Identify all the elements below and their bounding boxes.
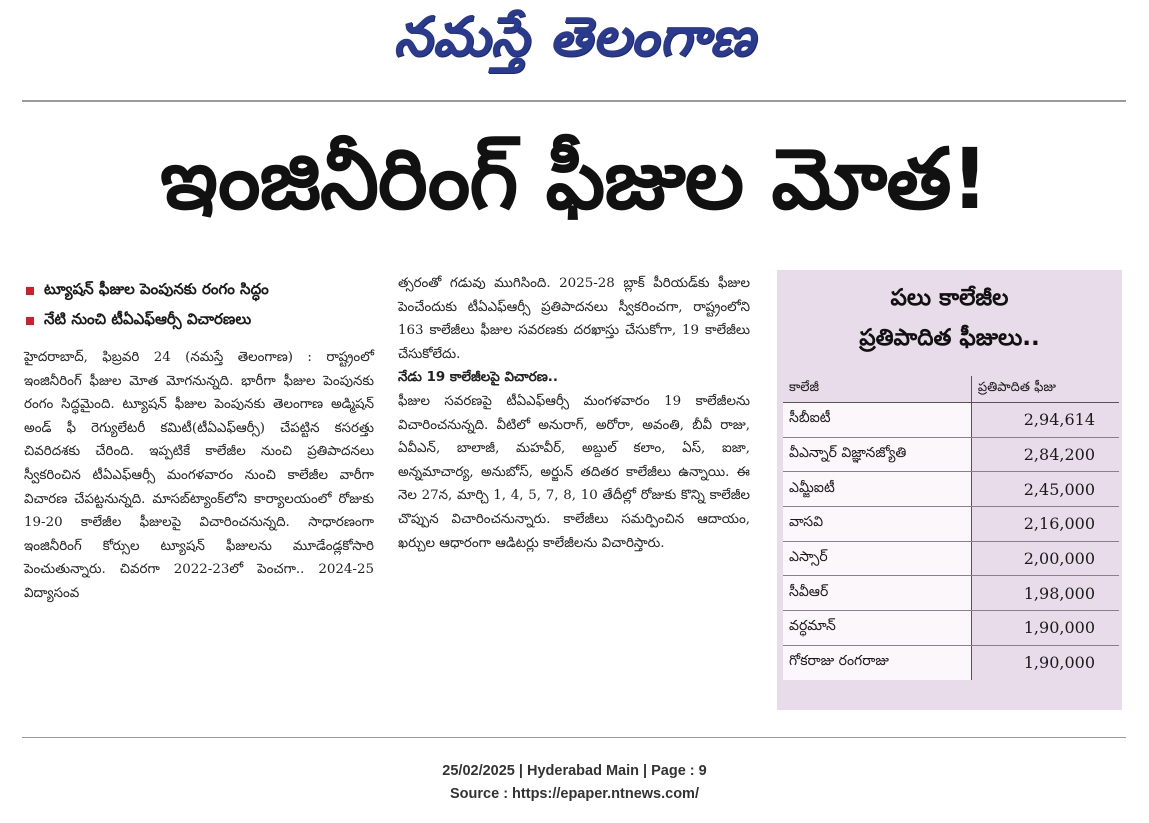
table-header-row: [783, 376, 1119, 403]
bottom-divider: [22, 737, 1126, 738]
fee-cell: 2,16,000: [971, 507, 1119, 542]
sidebar-title-line: ప్రతిపాదిత ఫీజులు..: [859, 325, 1040, 351]
column-header-fee: ప్రతిపాదిత ఫీజు: [971, 376, 1119, 403]
table-row: [783, 403, 1119, 438]
column-header-college: కాలేజీ: [783, 376, 971, 403]
footer-edition-info: 25/02/2025 | Hyderabad Main | Page : 9: [442, 763, 707, 779]
table-row: [783, 611, 1119, 646]
table-row: [783, 472, 1119, 507]
headline: [22, 118, 1126, 260]
table-row: [783, 576, 1119, 611]
college-cell: ఎస్సార్: [783, 541, 971, 576]
footer: [0, 760, 1149, 806]
college-cell: వీఎన్నార్ విజ్ఞానజ్యోతి: [783, 437, 971, 472]
square-bullet-icon: [26, 287, 34, 295]
college-cell: సీవీఆర్: [783, 576, 971, 611]
subhead-text: ట్యూషన్ ఫీజుల పెంపునకు రంగం సిద్ధం: [44, 280, 269, 298]
subheads: [26, 276, 376, 336]
article-column-2: [398, 272, 750, 555]
college-cell: వాసవి: [783, 507, 971, 542]
subhead-text: నేటి నుంచి టీఏఎఫ్‌ఆర్సీ విచారణలు: [44, 310, 252, 328]
square-bullet-icon: [26, 317, 34, 325]
top-divider: [22, 100, 1126, 102]
masthead: [0, 0, 1149, 86]
fee-cell: 1,98,000: [971, 576, 1119, 611]
table-row: [783, 645, 1119, 679]
college-cell: వర్ధమాన్: [783, 611, 971, 646]
fee-cell: 2,94,614: [971, 403, 1119, 438]
fee-cell: 1,90,000: [971, 611, 1119, 646]
fee-cell: 2,84,200: [971, 437, 1119, 472]
college-cell: గోకరాజు రంగరాజు: [783, 645, 971, 679]
headline-text: ఇంజినీరింగ్ ఫీజుల మోత!: [160, 129, 988, 228]
table-row: [783, 437, 1119, 472]
footer-source-link[interactable]: Source : https://epaper.ntnews.com/: [450, 786, 699, 802]
fee-table: [783, 376, 1119, 680]
college-cell: సీబీఐటీ: [783, 403, 971, 438]
article-column-1: [24, 346, 374, 606]
fee-cell: 2,00,000: [971, 541, 1119, 576]
masthead-logo-text: నమస్తే తెలంగాణ: [393, 4, 756, 68]
article-paragraph: హైదరాబాద్, ఫిబ్రవరి 24 (నమస్తే తెలంగాణ) : రాష్ట్రంలో ఇంజినీరింగ్ ఫీజుల మోత మోగనున్నది. భారీగా ఫీజుల పెంపునకు రంగం సిద్ధమైంది. ట్యూషన్ ఫీజుల పెంపునకు తెలంగాణ అడ్మిషన్ అండ్ ఫీ రెగ్యులేటరీ కమిటీ(టీఏఎఫ్‌ఆర్సీ) చేపట్టిన కసరత్తు చివరిదశకు చేరింది. ఇప్పటికే కాలేజీల నుంచి ప్రతిపాదనలు స్వీకరించిన టీఏఎఫ్‌ఆర్సీ మంగళవారం నుంచి కాలేజీల వారీగా విచారణ చేపట్టనున్నది. మాసబ్‌ట్యాంక్‌లోని కార్యాలయంలో రోజుకు 19-20 కాలేజీల ఫీజులపై విచారించనున్నది. సాధారణంగా ఇంజినీరింగ్ కోర్సుల ట్యూషన్ ఫీజులను మూడేండ్లకోసారి పెంచుతున్నారు. చివరగా 2022-23లో పెంచగా.. 2024-25 విద్యాసంవ: [24, 350, 374, 601]
article-paragraph: ఫీజుల సవరణపై టీఏఎఫ్‌ఆర్సీ మంగళవారం 19 కాలేజీలను విచారించనున్నది. వీటిలో అనురాగ్, అరోరా, అవంతి, బీవీ రాజు, ఏవీఎన్, బాలాజీ, మహవీర్, అబ్దుల్ కలాం, ఏస్, ఐజా, అన్నమాచార్య, అనుబోస్, అర్జున్ తదితర కాలేజీలు ఉన్నాయి. ఈ నెల 27న, మార్చి 1, 4, 5, 7, 8, 10 తేదీల్లో రోజుకు కొన్ని కాలేజీల చొప్పున విచారించనున్నారు. కాలేజీలు సమర్పించిన ఆదాయం, ఖర్చుల ఆధారంగా ఆడిటర్లు కాలేజీలను విచారిస్తారు.: [398, 393, 750, 551]
fee-cell: 1,90,000: [971, 645, 1119, 679]
sidebar-title: [777, 278, 1122, 358]
subhead-item: [26, 306, 376, 336]
college-cell: ఎమ్జీఐటీ: [783, 472, 971, 507]
section-minihead: నేడు 19 కాలేజీలపై విచారణ..: [398, 370, 558, 386]
subhead-item: [26, 276, 376, 306]
table-row: [783, 541, 1119, 576]
sidebar-title-line: పలు కాలేజీల: [890, 285, 1009, 311]
fee-cell: 2,45,000: [971, 472, 1119, 507]
article-paragraph: త్సరంతో గడువు ముగిసింది. 2025-28 బ్లాక్ పీరియడ్‌కు ఫీజుల పెంచేందుకు టీఏఎఫ్‌ఆర్సీ ప్రతిపాదనలు స్వీకరించగా, రాష్ట్రంలోని 163 కాలేజీలు ఫీజుల సవరణకు దరఖాస్తు చేసుకోగా, 19 కాలేజీలు చేసుకోలేదు.: [398, 276, 750, 362]
table-row: [783, 507, 1119, 542]
fees-sidebar: [777, 270, 1122, 710]
